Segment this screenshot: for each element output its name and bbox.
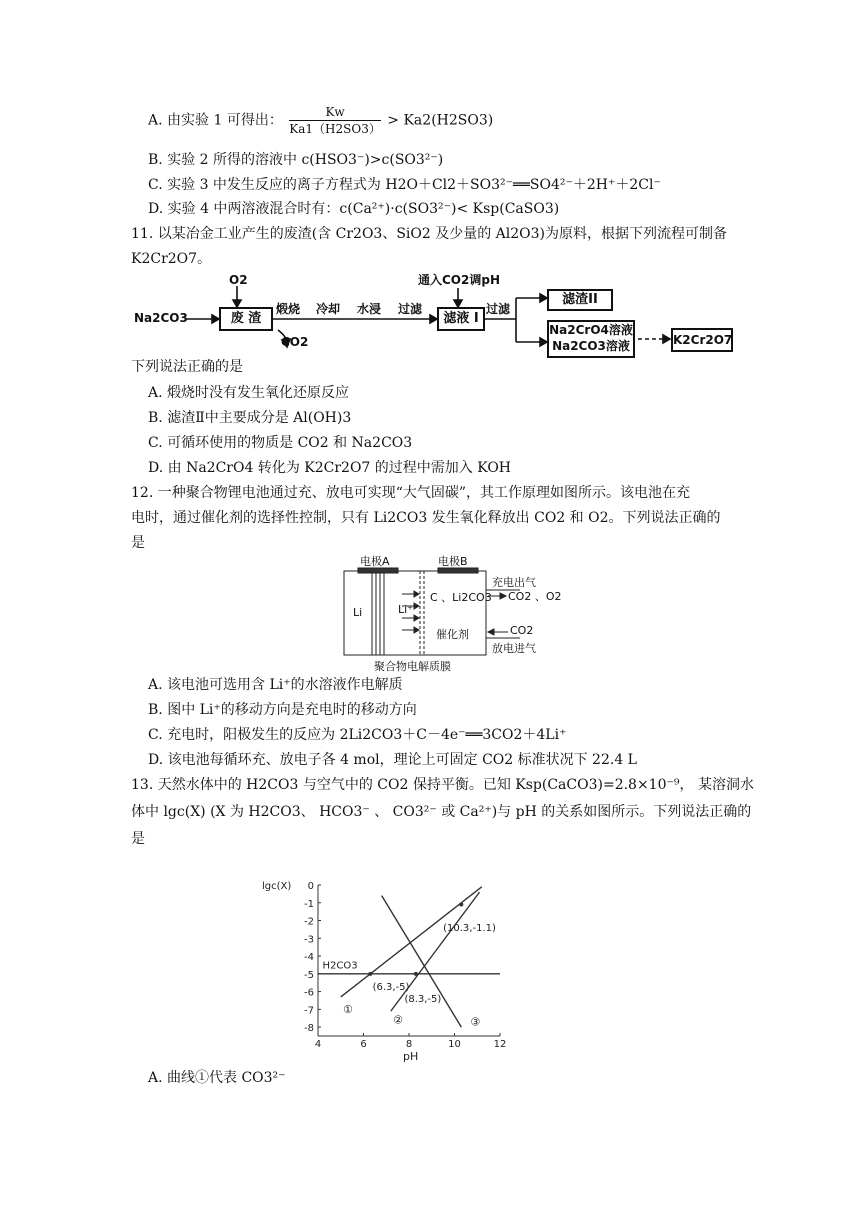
fraction-denominator: Ka1（H2SO3） (289, 122, 381, 136)
diagram-li-ion-label: Li⁺ (398, 603, 413, 616)
x-tick-label: 8 (405, 1039, 413, 1050)
q12-option-d: D. 该电池每循环充、放电子各 4 mol，理论上可固定 CO2 标准状况下 22.4 L (148, 752, 637, 768)
diagram-catalyst: 催化剂 (436, 628, 469, 641)
q12-stem-line3: 是 (131, 535, 145, 551)
annotation-point (414, 972, 418, 976)
q11-option-c: C. 可循环使用的物质是 CO2 和 Na2CO3 (148, 435, 413, 451)
q13-stem-line2: 体中 lgc(X) (X 为 H2CO3、 HCO3⁻ 、 CO3²⁻ 或 Ca²⁺)与 pH 的关系如图所示。下列说法正确的 (131, 804, 752, 820)
q12-option-c: C. 充电时，阳极发生的反应为 2Li2CO3＋C－4e⁻══3CO2＋4Li⁺ (148, 727, 567, 743)
diagram-charge-out: 充电出气 (492, 576, 536, 589)
q11-option-d: D. 由 Na2CrO4 转化为 K2Cr2O7 的过程中需加入 KOH (148, 460, 512, 476)
annotation-label: (10.3,-1.1) (443, 923, 496, 935)
q10-option-c: C. 实验 3 中发生反应的离子方程式为 H2O＋Cl2＋SO3²⁻══SO4²⁻＋2H⁺＋2Cl⁻ (148, 177, 661, 193)
y-tick-label: -1 (304, 898, 314, 910)
flow-step-filter1: 过滤 (398, 302, 423, 316)
flow-box-residue: 废 渣 (219, 307, 273, 331)
flow-box-solution-line1: Na2CrO4溶液 (549, 323, 633, 337)
q11-stem-line1: 11. 以某冶金工业产生的废渣(含 Cr2O3、SiO2 及少量的 Al2O3)为原料，根据下列流程可制备 (131, 226, 728, 242)
q13-stem-line1: 13. 天然水体中的 H2CO3 与空气中的 CO2 保持平衡。已知 Ksp(CaCO3)=2.8×10⁻⁹， 某溶洞水 (131, 777, 754, 793)
annotation-point (459, 903, 463, 907)
flow-box-filtrate: 滤液 I (437, 307, 485, 331)
q11-stem-line2: K2Cr2O7。 (131, 251, 212, 267)
x-tick-label: 6 (360, 1039, 367, 1050)
flow-box-solution-line2: Na2CO3溶液 (552, 339, 630, 353)
flow-box-residue-ii: 滤渣II (547, 289, 613, 311)
y-tick-label: -2 (304, 916, 314, 928)
curve-label-1: ① (343, 1002, 353, 1016)
y-tick-label: -8 (304, 1023, 314, 1035)
diagram-membrane: 聚合物电解质膜 (374, 660, 451, 673)
curve-label-2: ② (393, 1013, 403, 1027)
y-tick-label: -3 (304, 934, 314, 946)
q12-stem-line2: 电时，通过催化剂的选择性控制，只有 Li2CO3 发生氧化释放出 CO2 和 O2。下列说法正确的 (131, 510, 721, 526)
q13-option-a: A. 曲线①代表 CO3²⁻ (148, 1070, 286, 1086)
y-tick-label: -6 (304, 987, 314, 999)
diagram-discharge-in: 放电进气 (492, 642, 536, 655)
diagram-electrode-a: 电极A (360, 555, 390, 568)
y-tick-label: -5 (304, 969, 314, 981)
q11-option-b: B. 滤渣Ⅱ中主要成分是 Al(OH)3 (148, 410, 352, 426)
diagram-electrode-b: 电极B (438, 555, 468, 568)
q10-option-d: D. 实验 4 中两溶液混合时有：c(Ca²⁺)·c(SO3²⁻)< Ksp(CaSO3) (148, 201, 560, 217)
q10-option-a-prefix: A. 由实验 1 可得出： (148, 112, 283, 129)
flow-co2-in-label: 通入CO2调pH (418, 273, 500, 287)
diagram-charge-gas: CO2 、O2 (508, 590, 562, 603)
annotation-label: (6.3,-5) (372, 981, 410, 993)
annotation-point (368, 972, 372, 976)
x-tick-label: 4 (314, 1039, 322, 1050)
curve-label-3: ③ (470, 1015, 481, 1029)
q11-question: 下列说法正确的是 (131, 359, 243, 375)
flow-step-leach: 水浸 (357, 302, 382, 316)
y-tick-label: -7 (304, 1005, 314, 1017)
q10-option-b: B. 实验 2 所得的溶液中 c(HSO3⁻)>c(SO3²⁻) (148, 152, 444, 168)
flow-input-na2co3: Na2CO3 (134, 311, 188, 325)
q12-stem-line1: 12. 一种聚合物锂电池通过充、放电可实现“大气固碳”，其工作原理如图所示。该电池在充 (131, 485, 691, 501)
q12-option-b: B. 图中 Li⁺的移动方向是充电时的移动方向 (148, 702, 417, 718)
x-tick-label: 10 (448, 1039, 461, 1050)
q10-option-a-suffix: > Ka2(H2SO3) (387, 112, 494, 129)
series-label-h2co3: H2CO3 (322, 960, 358, 972)
y-tick-label: -4 (304, 952, 314, 964)
x-tick-label: 12 (493, 1039, 507, 1050)
q12-option-a: A. 该电池可选用含 Li⁺的水溶液作电解质 (148, 677, 403, 693)
flow-box-product: K2Cr2O7 (671, 328, 733, 352)
flow-step-calcine: 煅烧 (276, 302, 301, 316)
q13-stem-line3: 是 (131, 831, 145, 847)
q11-option-a: A. 煅烧时没有发生氧化还原反应 (148, 385, 350, 401)
flow-o2-label: O2 (229, 273, 248, 287)
flow-step-cool: 冷却 (316, 302, 341, 316)
diagram-products: C 、Li2CO3 (430, 591, 492, 604)
fraction-numerator: Kw (289, 104, 381, 121)
diagram-discharge-gas: CO2 (510, 624, 534, 637)
flow-step-filter2: 过滤 (486, 302, 511, 316)
y-tick-label: 0 (307, 881, 314, 892)
x-axis-label: pH (403, 1050, 419, 1063)
diagram-li-label: Li (353, 606, 363, 619)
annotation-label: (8.3,-5) (404, 994, 442, 1006)
flow-co2-out-label: CO2 (281, 335, 309, 349)
y-axis-label: lgc(X) (262, 881, 292, 892)
